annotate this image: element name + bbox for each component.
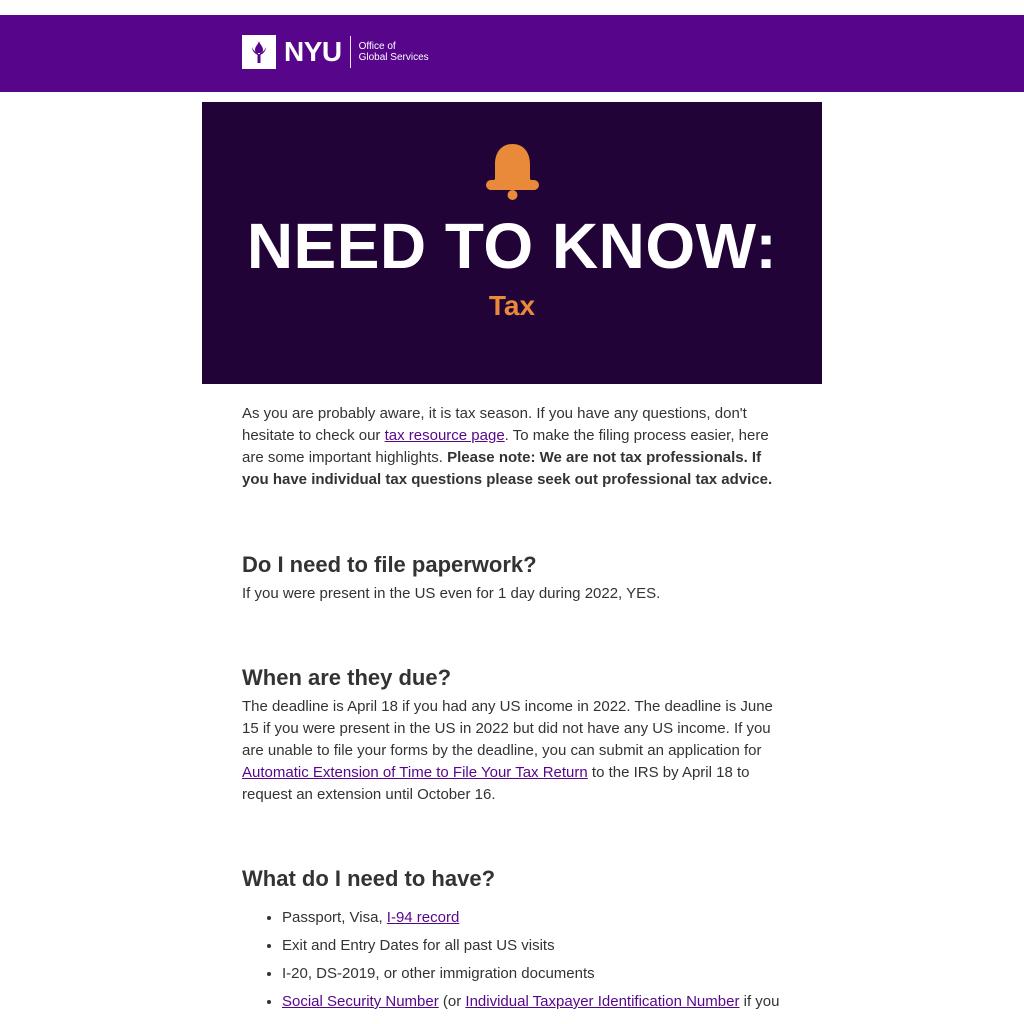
email-content xyxy=(242,403,782,1019)
list-item: • I-20, DS-2019, or other immigration documents xyxy=(282,963,782,985)
list-item xyxy=(282,991,782,1013)
nyu-torch-icon xyxy=(242,35,276,69)
office-name xyxy=(359,41,429,63)
item1-text: Passport, Visa, xyxy=(282,909,387,926)
bell-icon xyxy=(485,144,540,205)
office-line-2: Global Services xyxy=(358,52,429,63)
ssn-link[interactable]: Social Security Number xyxy=(282,993,439,1010)
due-text-1: The deadline is April 18 if you had any US income in 2022. The deadline is June 15 if you were present in the US in 2022 but did not have any US income. If you are unable to file your forms by the deadline, you can submit an application for xyxy=(242,698,773,759)
intro-text-1: As you are probably aware, it is tax season. If you have any questions, don't hesitate to check our xyxy=(242,405,747,444)
tax-resource-link[interactable]: tax resource page xyxy=(384,427,505,444)
section-heading-have: What do I need to have? xyxy=(242,866,496,891)
nyu-ogs-logo[interactable] xyxy=(242,35,429,69)
intro-paragraph xyxy=(242,403,782,491)
top-spacer xyxy=(0,0,1024,15)
office-line-1: Office of xyxy=(358,41,396,52)
hero-banner xyxy=(202,102,822,384)
section-heading-file: Do I need to file paperwork? xyxy=(242,552,537,577)
intro-text-2: . To make the filing process easier, here are some important highlights. xyxy=(242,427,769,466)
hero-subtitle: Tax xyxy=(488,290,536,321)
i94-link[interactable]: I-94 record xyxy=(386,909,460,926)
item4-text-2: if you xyxy=(739,993,780,1010)
list-item xyxy=(282,907,782,929)
itin-link[interactable]: Individual Taxpayer Identification Number xyxy=(465,993,740,1010)
logo-divider xyxy=(350,36,351,68)
hero-title: NEED TO KNOW: xyxy=(246,210,778,282)
intro-disclaimer: Please note: We are not tax professionals. If you have individual tax questions please seek out professional tax advice. xyxy=(242,449,773,488)
item4-text-1: (or xyxy=(438,993,466,1010)
nyu-wordmark: NYU xyxy=(284,36,342,67)
list-item: • Exit and Entry Dates for all past US visits xyxy=(282,935,782,957)
section-body-due xyxy=(242,696,782,806)
section-body-file: If you were present in the US even for 1 day during 2022, YES. xyxy=(242,585,661,602)
header-banner xyxy=(0,15,1024,92)
documents-list xyxy=(242,907,782,1013)
extension-link[interactable]: Automatic Extension of Time to File Your Tax Return xyxy=(242,764,588,781)
section-heading-due: When are they due? xyxy=(242,665,452,690)
due-text-2: to the IRS by April 18 to request an extension until October 16. xyxy=(242,764,750,803)
